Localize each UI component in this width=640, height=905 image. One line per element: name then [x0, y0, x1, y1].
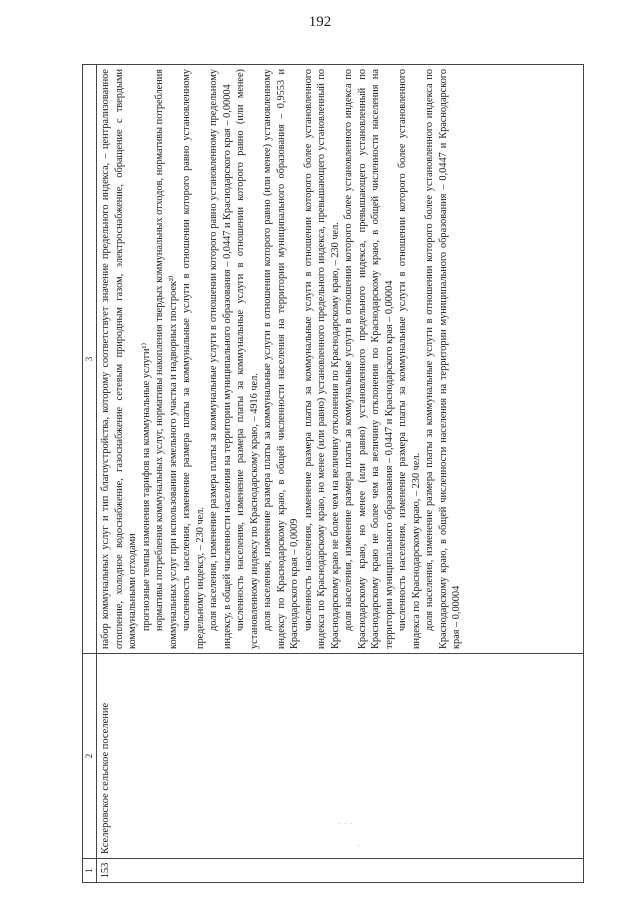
paragraph: численность населения, изменение размера платы за коммунальные услуги в отношении которого равно (или менее) установленному индексу по Краснодарскому краю, – 4916 чел. [235, 69, 260, 649]
table-header-row [83, 65, 97, 883]
table-row [97, 65, 584, 883]
paragraph: численность населения, изменение размера платы за коммунальные услуги в отношении которого более установленного индекса по Краснодарскому краю, но менее (или равно) установленного предельного индекса, превышающего установленный по Краснодарскому краю не более чем на величину отклонения по Краснодарскому краю, – 230 чел. [302, 69, 341, 649]
paragraph: доля населения, изменение размера платы за коммунальные услуги в отношении которого более установленного индекса по Краснодарскому краю, в общей численности населения на территории муниципального образования – 0,0447 и Краснодарского края – 0,00004 [424, 69, 462, 649]
faint-mark: · · · [338, 820, 354, 828]
header-col-1: 1 [83, 859, 97, 883]
faint-mark: · [357, 842, 360, 850]
paragraph: численность населения, изменение размера платы за коммунальные услуги в отношении которого более установленного индекса по Краснодарскому краю, – 230 чел. [397, 69, 422, 649]
paragraph: доля населения, изменение размера платы за коммунальные услуги в отношении которого равно (или менее) установленному индексу по Краснодарскому краю, в общей численности населения на территории муниципального образования – 0,9553 и Краснодарского края – 0,0009 [262, 69, 300, 649]
paragraph: доля населения, изменение размера платы за коммунальные услуги в отношении которого равно установленному предельному индексу, в общей численности населения на территории муниципального образования – 0,0447 и Краснодарского края – 0,00004 [208, 69, 233, 649]
row-number: 153 [97, 859, 584, 883]
settlement-name: Кселеровское сельское поселение [97, 654, 584, 859]
rotated-table-container [82, 65, 584, 883]
paragraph: доля населения, изменение размера платы за коммунальные услуги в отношении которого более установленного индекса по Краснодарскому краю, но менее (или равно) установленного предельного индекса, превышающего установленный по Краснодарскому краю не более чем на величину отклонения по Краснодарскому краю, в общей численности населения на территории муниципального образования – 0,0447 и Краснодарского края – 0,00004 [343, 69, 395, 649]
page-number: 192 [308, 14, 332, 30]
paragraph: нормативы потребления коммунальных услуг, нормативы накопления твердых коммунальных отходов, нормативы потребления коммунальных услуг при использовании земельного участка и надворных построек²⁾ [154, 69, 179, 649]
paragraph: набор коммунальных услуг и тип благоустройства, которому соответствует значение предельного индекса, – централизованное отопление, холодное водоснабжение, газоснабжение сетевым природным газом, электроснабжение, обращение с твердыми коммунальными отходами [100, 69, 138, 649]
description-cell [97, 65, 584, 654]
data-table [82, 64, 584, 883]
header-col-3: 3 [83, 65, 97, 654]
paragraph: прогнозные темпы изменения тарифов на коммунальные услуги¹⁾ [140, 342, 152, 631]
paragraph: численность населения, изменение размера платы за коммунальные услуги в отношении которого равно установленному предельному индексу, – 230 чел. [181, 69, 206, 649]
header-col-2: 2 [83, 654, 97, 859]
